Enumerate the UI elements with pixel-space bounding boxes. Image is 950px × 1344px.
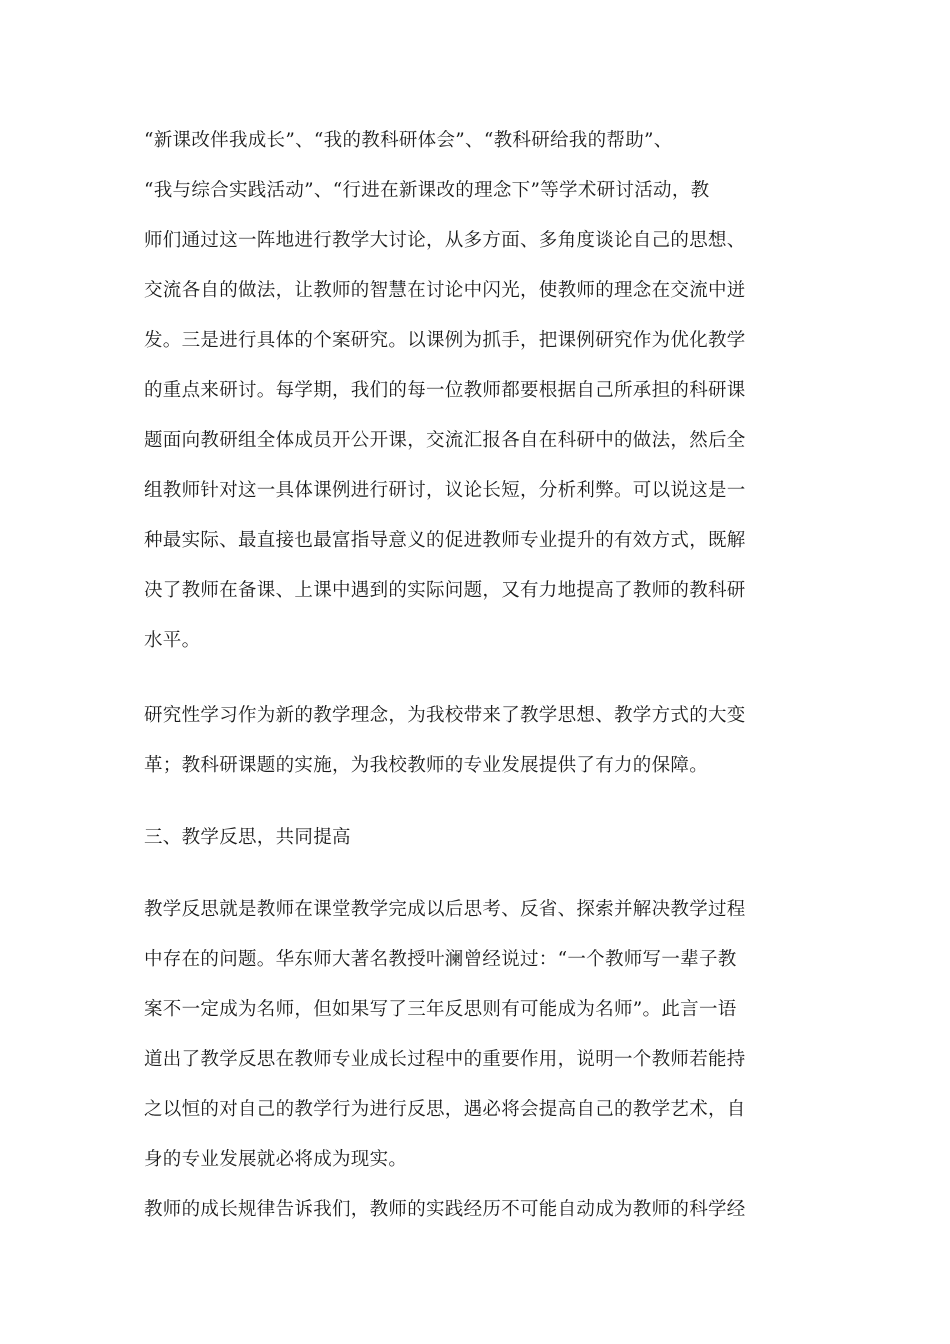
- text-line-19: 之以恒的对自己的教学行为进行反思，遇必将会提高自己的教学艺术，自: [144, 1099, 746, 1120]
- text-line-3: 师们通过这一阵地进行教学大讨论，从多方面、多角度谈论自己的思想、: [144, 230, 746, 251]
- text-line-12: 研究性学习作为新的教学理念，为我校带来了教学思想、教学方式的大变: [144, 705, 746, 726]
- text-line-17: 案不一定成为名师，但如果写了三年反思则有可能成为名师”。此言一语: [144, 999, 737, 1020]
- text-line-15: 教学反思就是教师在课堂教学完成以后思考、反省、探索并解决教学过程: [144, 899, 746, 920]
- text-line-16: 中存在的问题。华东师大著名教授叶澜曾经说过：“一个教师写一辈子教: [144, 949, 737, 970]
- text-line-21: 教师的成长规律告诉我们，教师的实践经历不可能自动成为教师的科学经: [144, 1199, 746, 1220]
- text-line-11: 水平。: [144, 630, 201, 651]
- text-line-1: “新课改伴我成长”、“我的教科研体会”、“教科研给我的帮助”、: [144, 130, 673, 151]
- text-line-9: 种最实际、最直接也最富指导意义的促进教师专业提升的有效方式，既解: [144, 530, 746, 551]
- text-line-2: “我与综合实践活动”、“行进在新课改的理念下”等学术研讨活动，教: [144, 180, 710, 201]
- text-line-10: 决了教师在备课、上课中遇到的实际问题，又有力地提高了教师的教科研: [144, 580, 746, 601]
- text-line-4: 交流各自的做法，让教师的智慧在讨论中闪光，使教师的理念在交流中迸: [144, 280, 746, 301]
- section-heading: 三、教学反思，共同提高: [144, 827, 351, 848]
- text-line-7: 题面向教研组全体成员开公开课，交流汇报各自在科研中的做法，然后全: [144, 430, 746, 451]
- text-line-13: 革；教科研课题的实施，为我校教师的专业发展提供了有力的保障。: [144, 755, 709, 776]
- text-line-5: 发。三是进行具体的个案研究。以课例为抓手，把课例研究作为优化教学: [144, 330, 746, 351]
- text-line-8: 组教师针对这一具体课例进行研讨，议论长短，分析利弊。可以说这是一: [144, 480, 746, 501]
- text-line-6: 的重点来研讨。每学期，我们的每一位教师都要根据自己所承担的科研课: [144, 380, 746, 401]
- text-line-20: 身的专业发展就必将成为现实。: [144, 1149, 408, 1170]
- text-line-18: 道出了教学反思在教师专业成长过程中的重要作用，说明一个教师若能持: [144, 1049, 746, 1070]
